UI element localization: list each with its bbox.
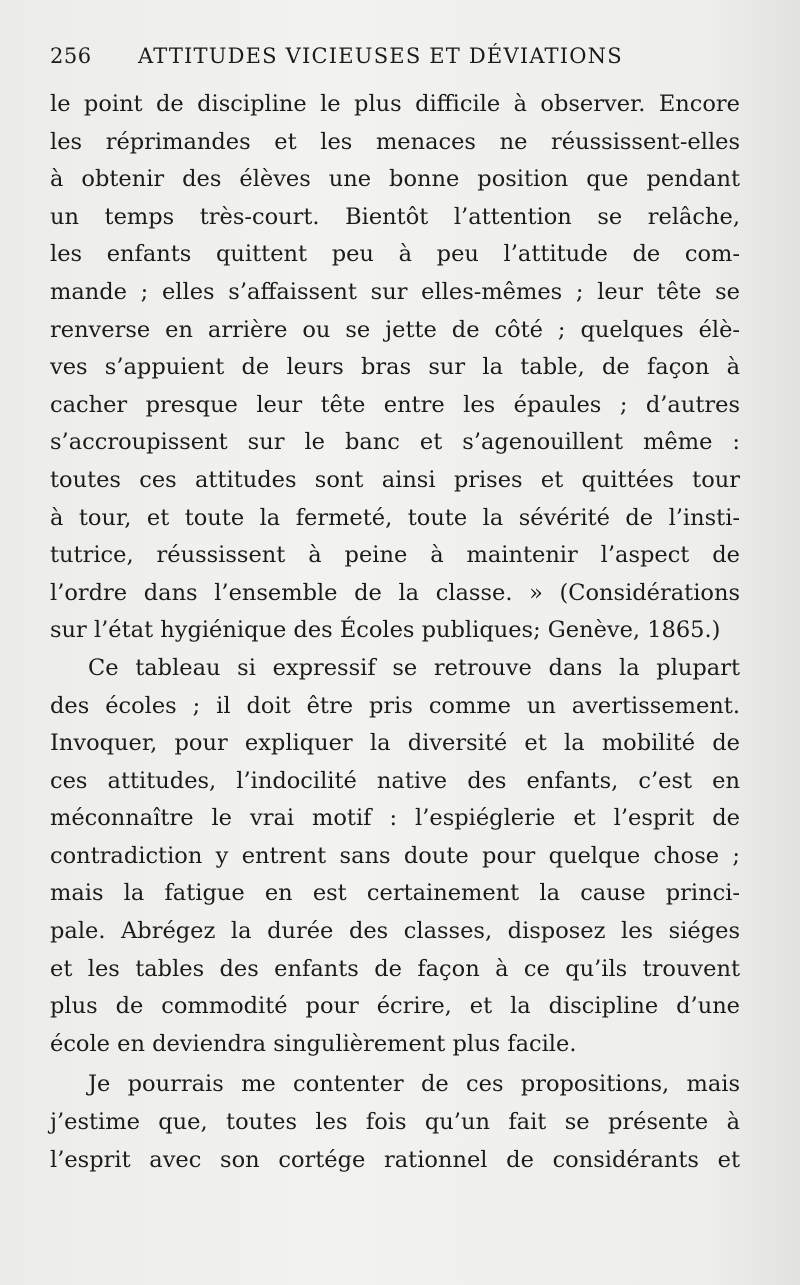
text-line: méconnaître le vrai motif : l’espiéglerie et l’esprit de	[50, 805, 740, 832]
text-line: à tour, et toute la fermeté, toute la sévérité de l’insti-	[50, 504, 740, 531]
text-line: tutrice, réussissent à peine à maintenir l’aspect de	[50, 542, 740, 569]
text-line: j’estime que, toutes les fois qu’un fait se présente à	[50, 1109, 740, 1136]
text-line: toutes ces attitudes sont ainsi prises et quittées tour	[50, 466, 740, 493]
paragraph-1	[50, 86, 740, 650]
text-line: les enfants quittent peu à peu l’attitude de com-	[50, 241, 740, 268]
text-line: ves s’appuient de leurs bras sur la table, de façon à	[50, 354, 740, 381]
text-line: l’ordre dans l’ensemble de la classe. » (Considérations	[50, 579, 740, 606]
text-line: Ce tableau si expressif se retrouve dans la plupart	[88, 654, 740, 681]
text-line: mande ; elles s’affaissent sur elles-mêmes ; leur tête se	[50, 278, 740, 305]
text-line: renverse en arrière ou se jette de côté ; quelques élè-	[50, 316, 740, 343]
text-line: des écoles ; il doit être pris comme un avertissement.	[50, 692, 740, 719]
text-line: un temps très-court. Bientôt l’attention se relâche,	[50, 203, 740, 230]
body-text	[50, 86, 740, 1179]
paragraph-3	[50, 1066, 740, 1179]
text-line: les réprimandes et les menaces ne réussissent-elles	[50, 128, 740, 155]
text-line: le point de discipline le plus difficile à observer. Encore	[50, 91, 740, 117]
text-line: à obtenir des élèves une bonne position que pendant	[50, 166, 740, 193]
text-line: sur l’état hygiénique des Écoles publiques; Genève, 1865.)	[50, 617, 721, 644]
running-head	[50, 44, 740, 74]
text-line: l’esprit avec son cortége rationnel de considérants et	[50, 1146, 740, 1173]
text-line: Invoquer, pour expliquer la diversité et la mobilité de	[50, 730, 740, 757]
text-line: et les tables des enfants de façon à ce qu’ils trouvent	[50, 955, 740, 982]
text-line: Je pourrais me contenter de ces propositions, mais	[88, 1071, 740, 1098]
text-line: plus de commodité pour écrire, et la discipline d’une	[50, 993, 740, 1020]
text-line: mais la fatigue en est certainement la cause princi-	[50, 880, 740, 907]
text-line: s’accroupissent sur le banc et s’agenouillent même :	[50, 429, 740, 456]
paragraph-2	[50, 650, 740, 1064]
text-line: pale. Abrégez la durée des classes, disposez les siéges	[50, 918, 740, 945]
text-line: école en deviendra singulièrement plus facile.	[50, 1030, 577, 1057]
page-number: 256	[50, 44, 92, 68]
text-line: ces attitudes, l’indocilité native des enfants, c’est en	[50, 767, 740, 794]
text-line: contradiction y entrent sans doute pour quelque chose ;	[50, 842, 740, 869]
text-line: cacher presque leur tête entre les épaules ; d’autres	[50, 391, 740, 418]
running-title: ATTITUDES VICIEUSES ET DÉVIATIONS	[138, 44, 623, 68]
